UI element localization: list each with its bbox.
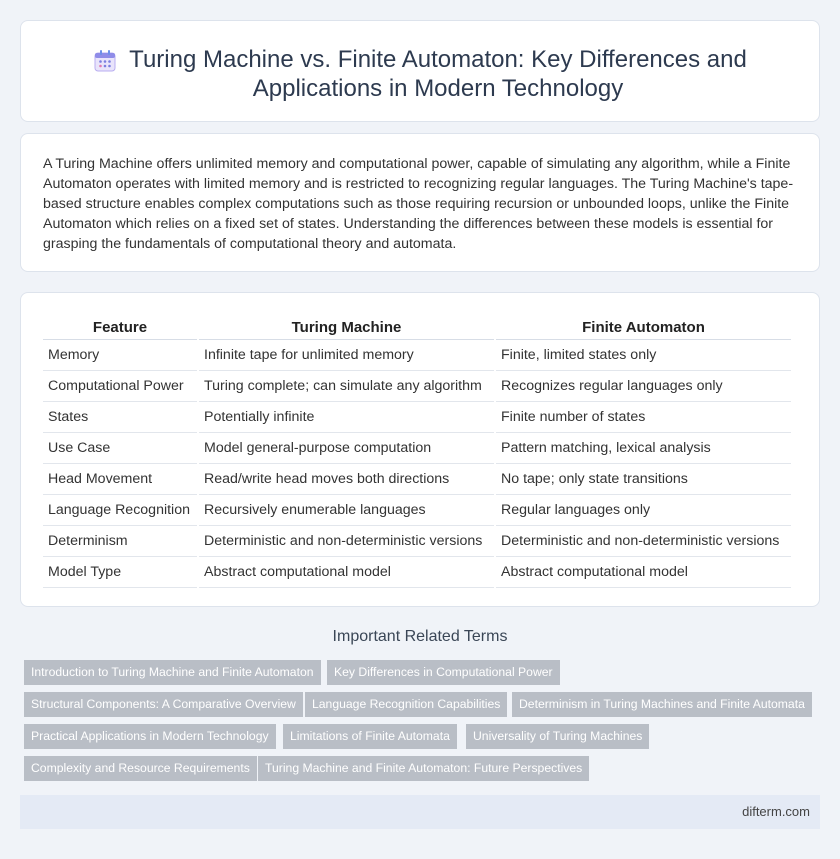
table-cell: States <box>43 401 198 432</box>
related-term-link[interactable]: Complexity and Resource Requirements <box>24 756 257 781</box>
title-card <box>20 20 820 122</box>
table-cell: No tape; only state transitions <box>495 463 791 494</box>
table-cell: Turing complete; can simulate any algorithm <box>198 370 495 401</box>
related-term-link[interactable]: Language Recognition Capabilities <box>305 692 507 717</box>
table-header-row <box>43 317 791 339</box>
related-term-link[interactable]: Introduction to Turing Machine and Finite Automaton <box>24 660 321 685</box>
table-cell: Recognizes regular languages only <box>495 370 791 401</box>
table-cell: Potentially infinite <box>198 401 495 432</box>
table-row <box>43 525 791 556</box>
page-title: Turing Machine vs. Finite Automaton: Key Differences and Applications in Modern Technology <box>129 46 747 102</box>
table-cell: Language Recognition <box>43 494 198 525</box>
table-cell: Head Movement <box>43 463 198 494</box>
table-cell: Deterministic and non-deterministic versions <box>495 525 791 556</box>
related-term-link[interactable]: Determinism in Turing Machines and Finite Automata <box>512 692 812 717</box>
table-row <box>43 494 791 525</box>
summary-text: A Turing Machine offers unlimited memory and computational power, capable of simulating any algorithm, while a Finite Automaton operates with limited memory and is restricted to recognizing regular languages. The Turing Machine's tape-based structure enables complex computations such as those requiring recursion or unbounded loops, unlike the Finite Automaton which relies on a fixed set of states. Understanding the differences between these models is essential for grasping the fundamentals of computational theory and automata. <box>43 156 794 252</box>
table-cell: Read/write head moves both directions <box>198 463 495 494</box>
related-terms-heading: Important Related Terms <box>332 628 508 645</box>
table-cell: Deterministic and non-deterministic versions <box>198 525 495 556</box>
related-term-link[interactable]: Structural Components: A Comparative Overview <box>24 692 303 717</box>
column-header-finite-automaton: Finite Automaton <box>495 317 791 339</box>
table-cell: Regular languages only <box>495 494 791 525</box>
table-row <box>43 463 791 494</box>
table-cell: Recursively enumerable languages <box>198 494 495 525</box>
table-cell: Model general-purpose computation <box>198 432 495 463</box>
table-cell: Use Case <box>43 432 198 463</box>
summary-card <box>20 133 820 272</box>
table-cell: Determinism <box>43 525 198 556</box>
related-term-link[interactable]: Key Differences in Computational Power <box>327 660 560 685</box>
table-row <box>43 339 791 370</box>
table-cell: Pattern matching, lexical analysis <box>495 432 791 463</box>
table-cell: Finite, limited states only <box>495 339 791 370</box>
table-cell: Abstract computational model <box>198 556 495 587</box>
footer-site-name: difterm.com <box>742 804 810 819</box>
column-header-feature: Feature <box>43 317 198 339</box>
footer <box>20 795 820 829</box>
comparison-table <box>43 317 791 588</box>
related-term-link[interactable]: Limitations of Finite Automata <box>283 724 457 749</box>
table-row <box>43 432 791 463</box>
table-cell: Finite number of states <box>495 401 791 432</box>
table-cell: Infinite tape for unlimited memory <box>198 339 495 370</box>
column-header-turing-machine: Turing Machine <box>198 317 495 339</box>
related-term-link[interactable]: Universality of Turing Machines <box>466 724 649 749</box>
table-row <box>43 401 791 432</box>
table-cell: Computational Power <box>43 370 198 401</box>
table-row <box>43 556 791 587</box>
related-term-link[interactable]: Turing Machine and Finite Automaton: Future Perspectives <box>258 756 589 781</box>
related-term-link[interactable]: Practical Applications in Modern Technology <box>24 724 276 749</box>
table-cell: Memory <box>43 339 198 370</box>
table-cell: Abstract computational model <box>495 556 791 587</box>
table-row <box>43 370 791 401</box>
table-cell: Model Type <box>43 556 198 587</box>
comparison-table-card <box>20 292 820 607</box>
